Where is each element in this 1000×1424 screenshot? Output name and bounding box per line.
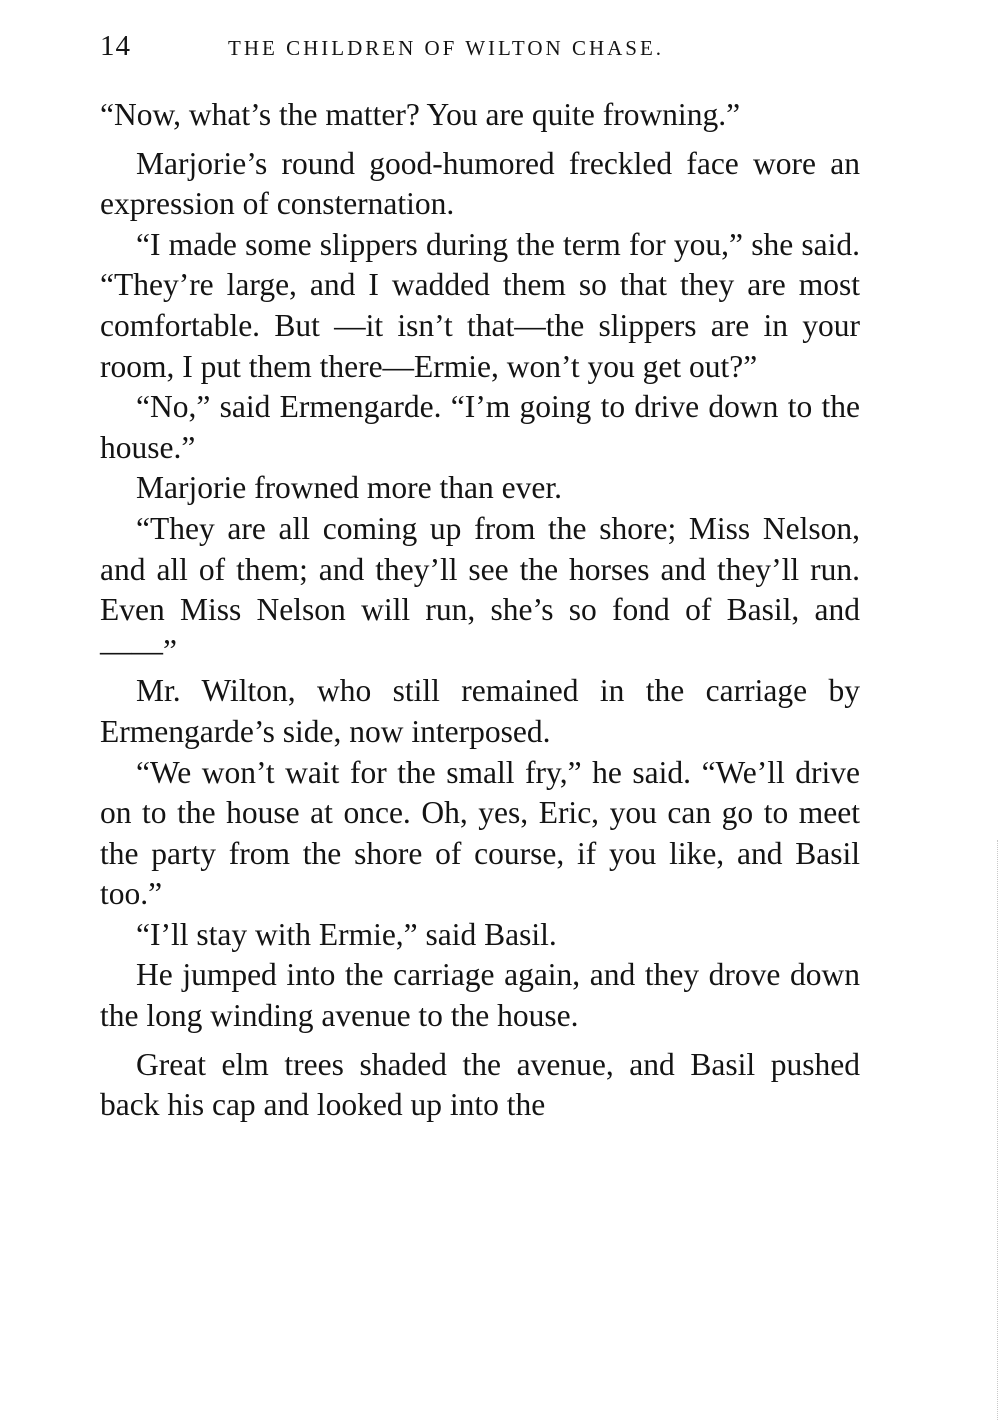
body-text: [100, 95, 860, 1126]
running-head: THE CHILDREN OF WILTON CHASE.: [228, 36, 665, 60]
page-header: [100, 30, 860, 70]
paragraph: He jumped into the carriage again, and they drove down the long winding avenue to the house.: [100, 957, 860, 1034]
paragraph: “I’ll stay with Ermie,” said Basil.: [136, 916, 557, 952]
paragraph: “They are all coming up from the shore; Miss Nelson, and all of them; and they’ll see the horses and they’ll run. Even Miss Nelson will run, she’s so fond of Basil, and——”: [100, 510, 860, 668]
paragraph: “We won’t wait for the small fry,” he said. “We’ll drive on to the house at once. Oh, yes, Eric, you can go to meet the party from the shore of course, if you like, and Basil too.”: [100, 754, 860, 912]
paragraph: Mr. Wilton, who still remained in the carriage by Ermengarde’s side, now interposed.: [100, 673, 860, 749]
paragraph: “No,” said Ermengarde. “I’m going to drive down to the house.”: [100, 389, 860, 465]
paragraph: Marjorie frowned more than ever.: [136, 470, 562, 506]
paragraph: Great elm trees shaded the avenue, and Basil pushed back his cap and looked up into the: [100, 1046, 860, 1123]
paragraph: “Now, what’s the matter? You are quite frowning.”: [100, 97, 741, 132]
paragraph: Marjorie’s round good-humored freckled face wore an expression of consternation.: [100, 145, 860, 222]
page-number: 14: [100, 30, 131, 62]
scan-edge-line: [997, 840, 998, 1420]
paragraph: “I made some slippers during the term for you,” she said. “They’re large, and I wadded them so that they are most comfortable. But —it isn’t that—the slippers are in your room, I put them there—Ermie, won’t you get out?”: [100, 226, 860, 384]
